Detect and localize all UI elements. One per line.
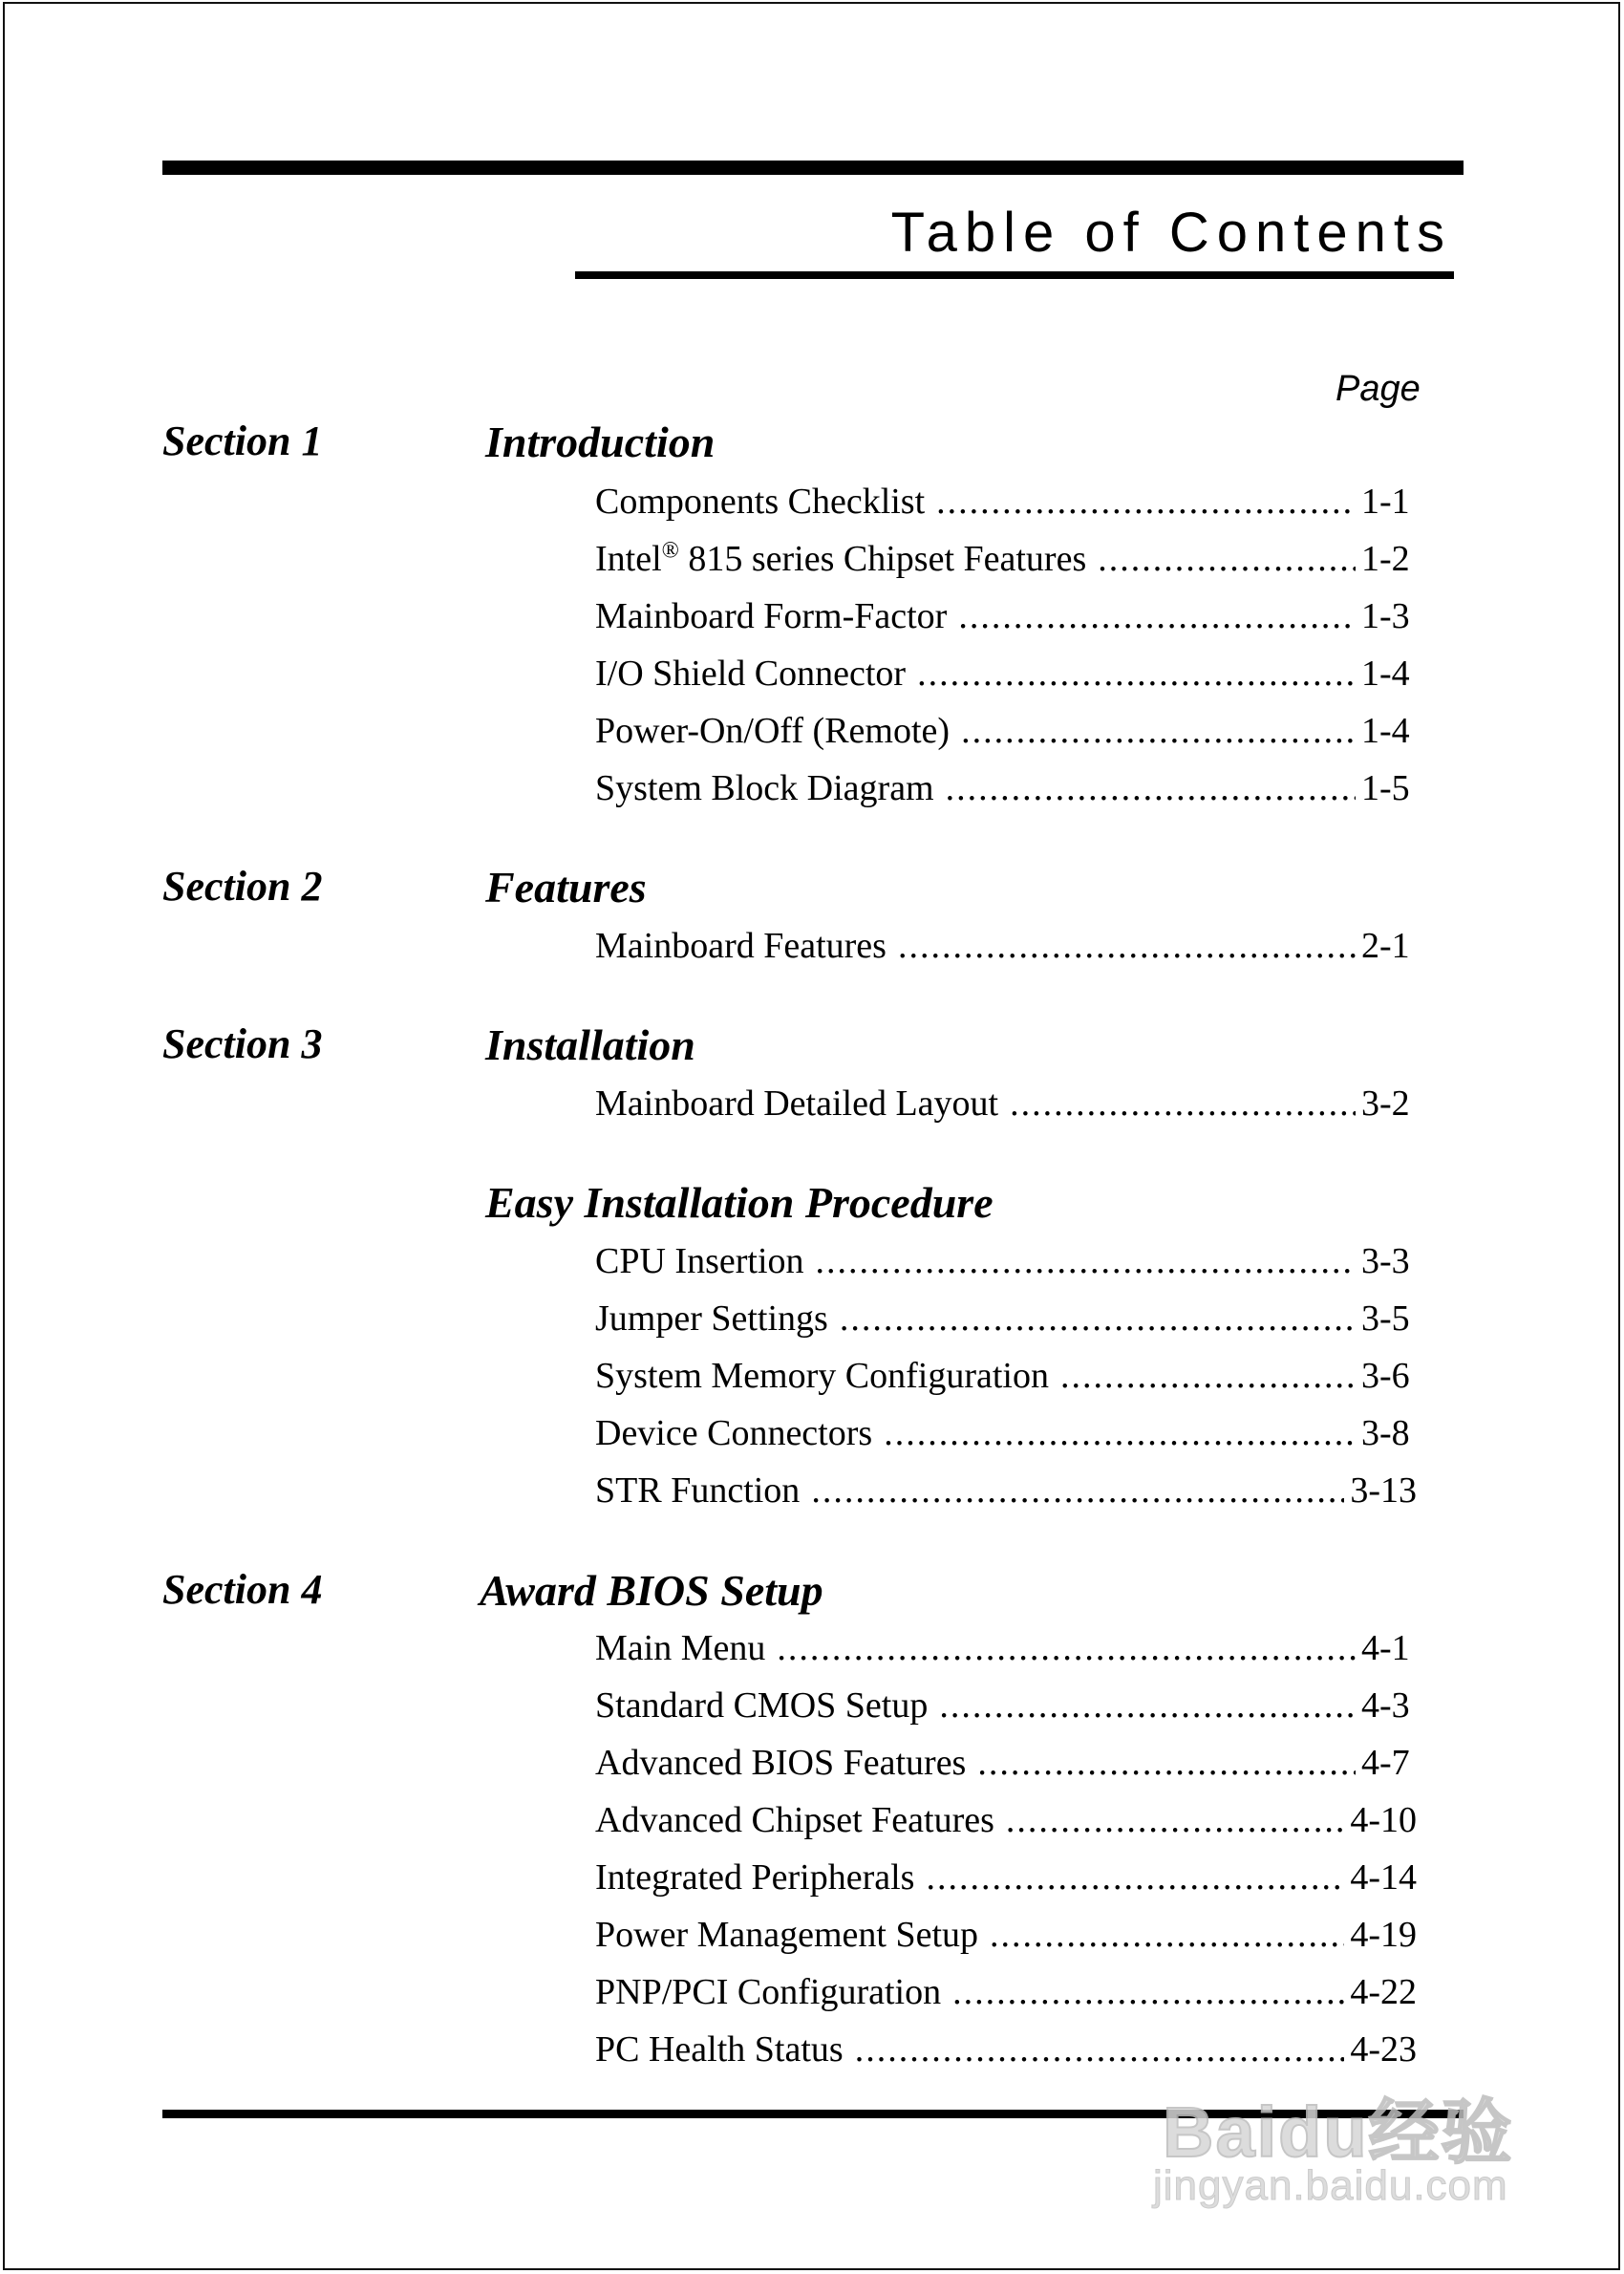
toc-entry-page: 3-13 [1350,1470,1417,1511]
toc-entry-detailed-layout[interactable] [595,1084,1417,1125]
toc-entry-intel-chipset[interactable] [595,540,1417,580]
toc-entry-page: 1-1 [1361,482,1410,522]
toc-entry-block-diagram[interactable] [595,769,1417,809]
section-3-label: Section 3 [162,1020,323,1067]
toc-entry-page: 1-3 [1361,596,1410,636]
toc-entry-name: Power Management Setup [595,1915,979,1955]
leader-dots [816,1242,1357,1282]
leader-dots [1098,540,1356,580]
leader-dots [952,1973,1344,2013]
toc-entry-name: System Block Diagram [595,768,934,808]
toc-entry-page: 3-8 [1361,1413,1410,1453]
baidu-watermark [1151,2059,1543,2212]
toc-entry-str-function[interactable] [595,1471,1417,1512]
toc-entry-name: System Memory Configuration [595,1356,1049,1396]
toc-entry-name: Standard CMOS Setup [595,1685,929,1726]
toc-entry-jumper-settings[interactable] [595,1299,1417,1340]
toc-entry-page: 4-22 [1350,1972,1417,2012]
section-4-heading: Award BIOS Setup [480,1566,823,1615]
toc-entry-page: 4-14 [1350,1857,1417,1898]
title-underline [575,271,1454,279]
toc-entry-name: STR Function [595,1470,801,1511]
page-column-label: Page [1336,369,1421,409]
toc-entry-page: 3-6 [1361,1356,1410,1396]
toc-entry-form-factor[interactable] [595,597,1417,637]
toc-entry-name: Device Connectors [595,1413,873,1453]
toc-entry-cpu-insertion[interactable] [595,1242,1417,1282]
toc-entry-power-management[interactable] [595,1916,1417,1956]
section-1-label: Section 1 [162,418,323,464]
toc-entry-name: Integrated Peripherals [595,1857,915,1898]
toc-entry-page: 1-5 [1361,768,1410,808]
leader-dots [777,1629,1356,1669]
leader-dots [898,927,1356,967]
leader-dots [990,1916,1344,1956]
toc-entry-page: 4-1 [1361,1628,1410,1668]
leader-dots [926,1858,1344,1899]
toc-entry-page: 1-4 [1361,654,1410,694]
leader-dots [917,654,1356,695]
toc-entry-name: I/O Shield Connector [595,654,907,694]
intel-name-prefix: Intel [595,539,662,579]
toc-entry-name: Advanced Chipset Features [595,1800,994,1840]
leader-dots [840,1299,1356,1340]
toc-entry-name: Power-On/Off (Remote) [595,711,951,751]
toc-entry-name: PC Health Status [595,2029,844,2070]
toc-entry-name: CPU Insertion [595,1241,804,1281]
toc-entry-page: 4-3 [1361,1685,1410,1726]
toc-entry-page: 3-3 [1361,1241,1410,1281]
toc-entry-name: PNP/PCI Configuration [595,1972,942,2012]
toc-entry-main-menu[interactable] [595,1629,1417,1669]
easy-installation-heading: Easy Installation Procedure [485,1178,994,1227]
toc-entry-memory-config[interactable] [595,1357,1417,1397]
leader-dots [958,597,1356,637]
toc-entry-page: 2-1 [1361,926,1410,966]
toc-entry-advanced-chipset[interactable] [595,1801,1417,1841]
leader-dots [961,712,1356,752]
page-title: Table of Contents [890,202,1452,264]
toc-entry-pnp-pci[interactable] [595,1973,1417,2013]
leader-dots [939,1686,1356,1727]
toc-entry-name: Main Menu [595,1628,766,1668]
section-1-heading: Introduction [485,418,716,466]
toc-entry-components-checklist[interactable] [595,483,1417,523]
leader-dots [884,1414,1356,1454]
toc-entry-name: Mainboard Form-Factor [595,596,948,636]
toc-entry-device-connectors[interactable] [595,1414,1417,1454]
toc-entry-io-shield[interactable] [595,654,1417,695]
toc-entry-page: 1-2 [1361,539,1410,579]
toc-entry-page: 1-4 [1361,711,1410,751]
toc-entry-page: 4-19 [1350,1915,1417,1955]
toc-entry-name: Advanced BIOS Features [595,1743,967,1783]
toc-entry-power-on-off[interactable] [595,712,1417,752]
leader-dots [811,1471,1344,1512]
toc-entry-name: Mainboard Detailed Layout [595,1083,999,1124]
leader-dots [1060,1357,1356,1397]
leader-dots [936,483,1356,523]
section-2-heading: Features [485,863,647,912]
section-2-label: Section 2 [162,863,323,910]
section-3-heading: Installation [485,1020,695,1069]
leader-dots [977,1744,1356,1784]
toc-entry-page: 3-2 [1361,1083,1410,1124]
leader-dots [946,769,1356,809]
section-4-label: Section 4 [162,1566,323,1613]
toc-entry-page: 4-7 [1361,1743,1410,1783]
toc-entry-name: Mainboard Features [595,926,887,966]
intel-name-suffix: 815 series Chipset Features [678,539,1087,579]
toc-entry-name: Components Checklist [595,482,926,522]
leader-dots [1006,1801,1344,1841]
toc-entry-name: Jumper Settings [595,1298,828,1339]
toc-entry-cmos-setup[interactable] [595,1686,1417,1727]
toc-entry-page: 3-5 [1361,1298,1410,1339]
watermark-main-text: Baidu经验 [1163,2092,1514,2172]
top-rule [162,161,1464,175]
toc-entry-name [595,540,1086,580]
registered-mark: ® [661,538,679,564]
leader-dots [1010,1084,1356,1125]
toc-entry-page: 4-23 [1350,2029,1417,2070]
toc-entry-page: 4-10 [1350,1800,1417,1840]
toc-entry-integrated-peripherals[interactable] [595,1858,1417,1899]
toc-entry-mainboard-features[interactable] [595,927,1417,967]
watermark-url-text: jingyan.baidu.com [1153,2162,1508,2209]
toc-entry-advanced-bios[interactable] [595,1744,1417,1784]
